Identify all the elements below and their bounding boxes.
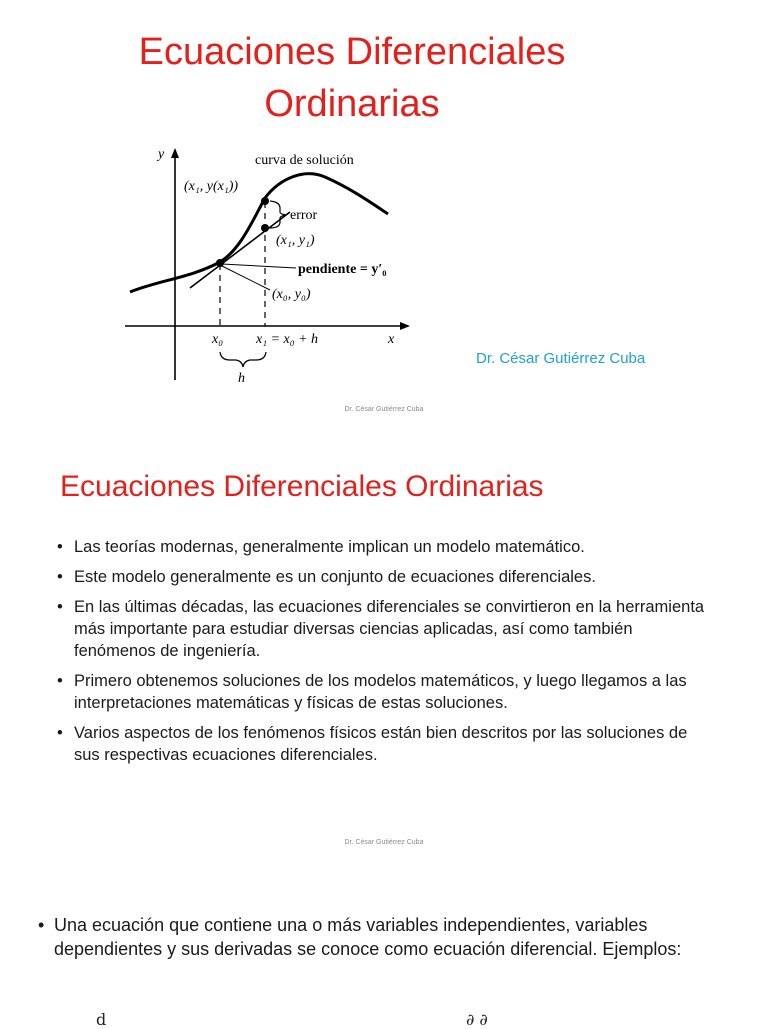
title-line-2: Ordinarias (264, 83, 440, 125)
slide-title: Ecuaciones Diferenciales Ordinarias (60, 470, 544, 503)
point-upper-label: (x₁, y(x₁)) (184, 179, 239, 194)
y-axis-arrow (171, 148, 179, 158)
author-name: Dr. César Gutiérrez Cuba (476, 350, 646, 367)
error-brace (270, 201, 286, 228)
slide-footer: Dr. César Gutiérrez Cuba (344, 839, 424, 846)
x-axis-arrow (400, 322, 410, 330)
tick-x1-label: x₁ = x₀ + h (256, 332, 319, 347)
point-x1y1-label: (x₁, y₁) (276, 233, 315, 248)
point-x0-y0 (216, 259, 224, 267)
formula-fragment-right: ∂ ∂ (466, 1010, 488, 1029)
formula-fragment-left: d (96, 1010, 107, 1029)
bullet-item: • Las teorías modernas, generalmente implican un modelo matemático. (54, 536, 714, 558)
slide-footer: Dr. César Gutiérrez Cuba (344, 406, 424, 413)
slide-definition (0, 880, 768, 1029)
bullet-list (54, 536, 714, 774)
slide-title (0, 0, 768, 425)
bullet-item: • En las últimas décadas, las ecuaciones diferenciales se convirtieron en la herramienta más importante para estudiar diversas ciencias aplicadas, así como también fenómenos de ingeniería. (54, 596, 714, 662)
slope-label: pendiente = y′₀ (298, 262, 387, 277)
point-x0y0-label: (x₀, y₀) (272, 287, 311, 302)
point-x1-yx1 (261, 197, 269, 205)
x-axis-label: x (388, 332, 395, 347)
y-axis-label: y (158, 147, 165, 162)
point-x1-y1 (261, 224, 269, 232)
bullet-item: • Primero obtenemos soluciones de los modelos matemáticos, y luego llegamos a las interpretaciones matemáticas y físicas de estas soluciones. (54, 670, 714, 714)
step-label: h (238, 371, 245, 386)
error-label: error (290, 208, 318, 223)
step-brace (220, 352, 266, 367)
title-line-1: Ecuaciones Diferenciales (138, 31, 566, 73)
bullet-item: • Varios aspectos de los fenómenos físicos están bien descritos por las soluciones de sus respectivas ecuaciones diferenciales. (54, 722, 714, 766)
curve-label: curva de solución (255, 153, 354, 168)
tangent-line (190, 212, 290, 288)
page-title (112, 26, 592, 130)
slide-introduction (0, 440, 768, 860)
tick-x0-label: x₀ (212, 332, 224, 347)
bullet-item: • Este modelo generalmente es un conjunto de ecuaciones diferenciales. (54, 566, 714, 588)
x0y0-pointer (222, 266, 270, 290)
euler-method-diagram (120, 140, 420, 390)
definition-text: • Una ecuación que contiene una o más variables independientes, variables dependientes y sus derivadas se conoce como ecuación diferencial. Ejemplos: (38, 913, 694, 961)
slope-pointer (222, 264, 296, 268)
